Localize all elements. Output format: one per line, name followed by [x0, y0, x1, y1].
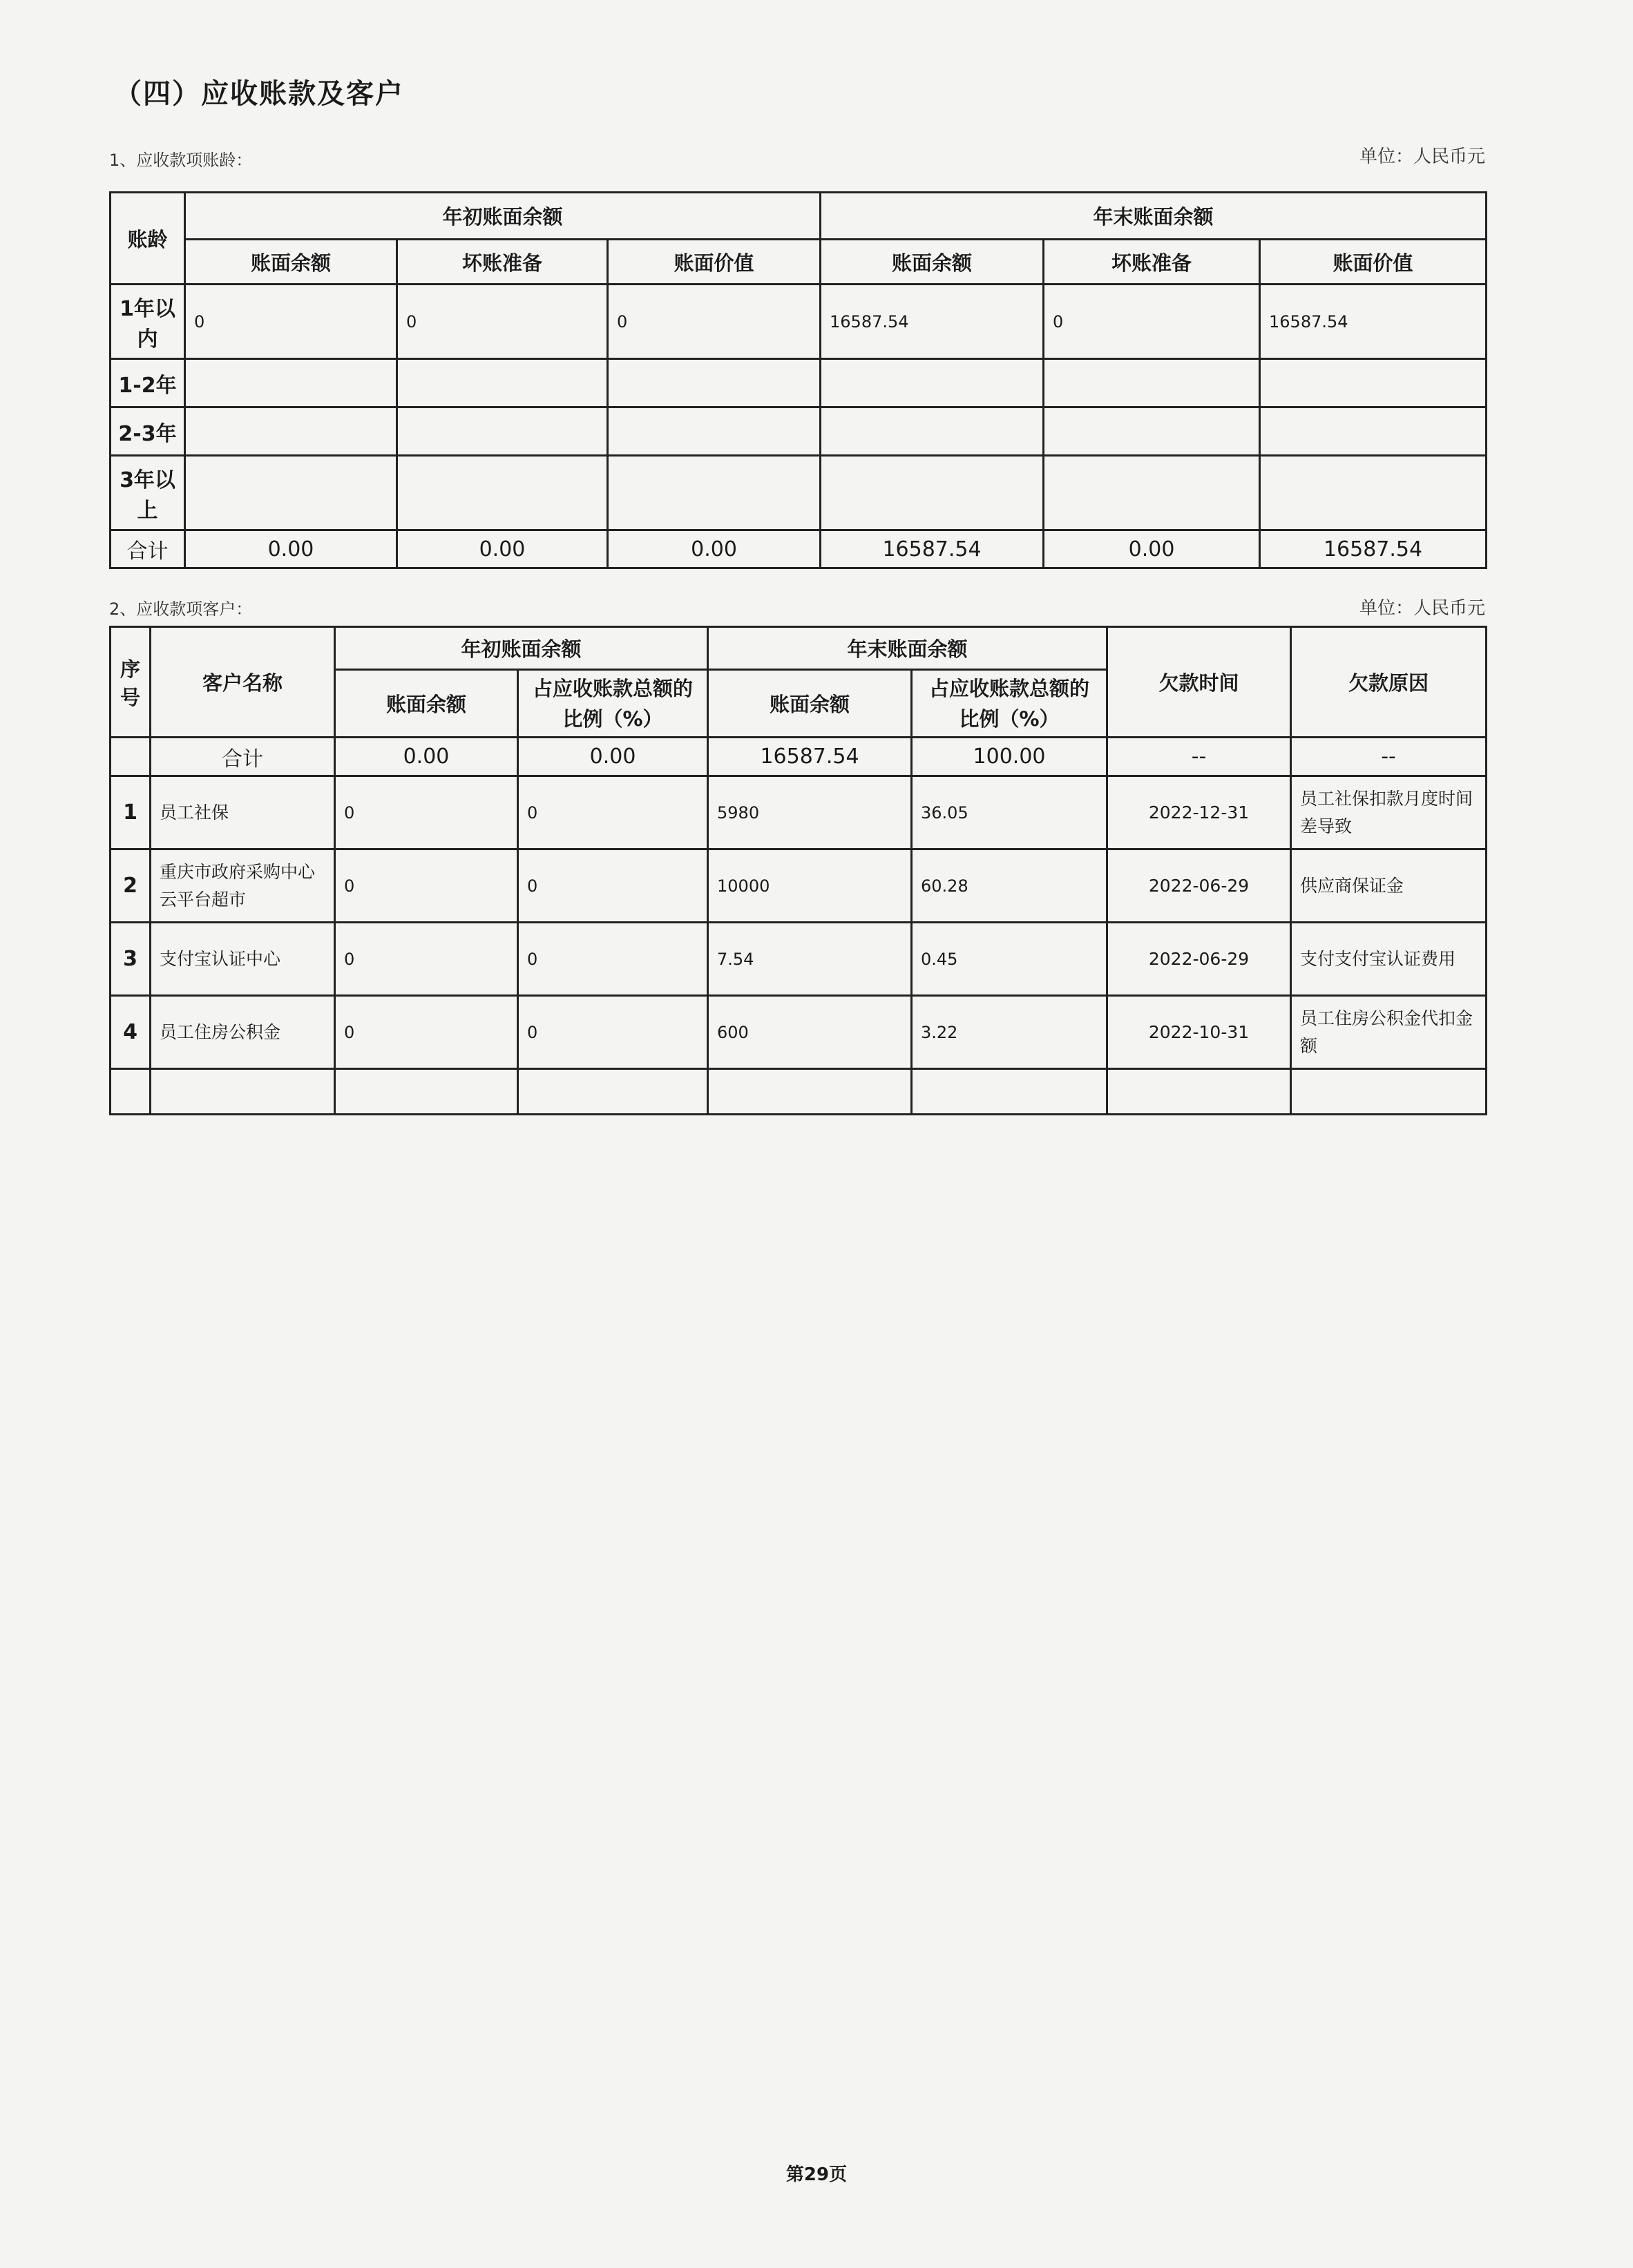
aging-cell	[185, 456, 397, 530]
customer-cell: 0	[335, 923, 518, 996]
aging-cell: 0	[397, 285, 608, 359]
empty-cell	[1107, 1069, 1291, 1115]
empty-cell	[912, 1069, 1107, 1115]
customer-index: 2	[111, 849, 151, 923]
aging-cell	[1260, 407, 1487, 456]
customer-cell: 5980	[708, 776, 912, 849]
aging-cell	[1044, 359, 1260, 407]
customer-index: 1	[111, 776, 151, 849]
aging-cell	[821, 359, 1044, 407]
customers-total-cell: 16587.54	[708, 738, 912, 776]
empty-cell	[1291, 1069, 1487, 1115]
aging-cell: 0	[1044, 285, 1260, 359]
customer-reason: 员工住房公积金代扣金额	[1291, 996, 1487, 1069]
aging-cell: 16587.54	[1260, 285, 1487, 359]
customers-header-index: 序号	[111, 627, 151, 738]
aging-col-header: 账面余额	[821, 240, 1044, 285]
customers-total-cell: --	[1291, 738, 1487, 776]
customers-total-cell: --	[1107, 738, 1291, 776]
aging-col-header: 坏账准备	[397, 240, 608, 285]
aging-cell	[185, 359, 397, 407]
customer-cell: 0	[518, 849, 708, 923]
aging-col-header: 账面价值	[608, 240, 821, 285]
empty-cell	[335, 1069, 518, 1115]
aging-col-header: 账面价值	[1260, 240, 1487, 285]
table-row	[111, 923, 1487, 996]
table-row	[111, 407, 1487, 456]
table-row	[111, 1069, 1487, 1115]
customer-cell: 0	[518, 776, 708, 849]
table-row	[111, 456, 1487, 530]
table-row	[111, 359, 1487, 407]
aging-cell	[608, 359, 821, 407]
customers-unit: 单位：人民币元	[1359, 598, 1485, 619]
customers-header-ratio: 占应收账款总额的比例（%）	[912, 670, 1107, 738]
customer-index: 3	[111, 923, 151, 996]
section-title: （四）应收账款及客户	[114, 78, 404, 110]
aging-header-label: 账龄	[111, 193, 185, 285]
customer-cell: 0	[335, 996, 518, 1069]
aging-table	[109, 191, 1487, 569]
aging-total-cell: 16587.54	[821, 530, 1044, 568]
customer-date: 2022-06-29	[1107, 923, 1291, 996]
customer-cell: 600	[708, 996, 912, 1069]
table-row	[111, 530, 1487, 568]
aging-caption: 1、应收款项账龄：	[109, 151, 253, 170]
customer-reason: 供应商保证金	[1291, 849, 1487, 923]
empty-cell	[151, 1069, 335, 1115]
customers-header-balance: 账面余额	[708, 670, 912, 738]
table-row	[111, 849, 1487, 923]
table-row	[111, 776, 1487, 849]
customers-header-balance: 账面余额	[335, 670, 518, 738]
customers-total-cell: 100.00	[912, 738, 1107, 776]
customers-total-label: 合计	[151, 738, 335, 776]
aging-total-cell: 0.00	[185, 530, 397, 568]
aging-row-label: 1年以内	[111, 285, 185, 359]
aging-cell	[1260, 359, 1487, 407]
customers-header-name: 客户名称	[151, 627, 335, 738]
table-row	[111, 285, 1487, 359]
aging-cell: 16587.54	[821, 285, 1044, 359]
customer-cell: 36.05	[912, 776, 1107, 849]
customers-table	[109, 626, 1487, 1115]
customers-caption: 2、应收款项客户：	[109, 599, 253, 619]
aging-total-label: 合计	[111, 530, 185, 568]
aging-unit: 单位：人民币元	[1359, 146, 1485, 167]
aging-cell	[1260, 456, 1487, 530]
aging-cell	[397, 407, 608, 456]
aging-cell: 0	[608, 285, 821, 359]
aging-header-begin: 年初账面余额	[185, 193, 821, 240]
customer-reason: 支付支付宝认证费用	[1291, 923, 1487, 996]
aging-row-label: 1-2年	[111, 359, 185, 407]
customers-total-index	[111, 738, 151, 776]
customer-cell: 0.45	[912, 923, 1107, 996]
empty-cell	[518, 1069, 708, 1115]
customer-date: 2022-12-31	[1107, 776, 1291, 849]
customers-header-reason: 欠款原因	[1291, 627, 1487, 738]
aging-cell	[1044, 456, 1260, 530]
table-row	[111, 996, 1487, 1069]
customer-cell: 0	[518, 996, 708, 1069]
aging-row-label: 2-3年	[111, 407, 185, 456]
customers-header-date: 欠款时间	[1107, 627, 1291, 738]
customers-header-begin: 年初账面余额	[335, 627, 708, 670]
aging-cell	[397, 359, 608, 407]
aging-cell	[185, 407, 397, 456]
customer-name: 支付宝认证中心	[151, 923, 335, 996]
customer-name: 员工住房公积金	[151, 996, 335, 1069]
customer-cell: 0	[518, 923, 708, 996]
table-row	[111, 738, 1487, 776]
customers-total-cell: 0.00	[335, 738, 518, 776]
customer-cell: 0	[335, 849, 518, 923]
customer-index: 4	[111, 996, 151, 1069]
customer-name: 员工社保	[151, 776, 335, 849]
customers-header-end: 年末账面余额	[708, 627, 1107, 670]
aging-cell	[821, 407, 1044, 456]
customer-date: 2022-10-31	[1107, 996, 1291, 1069]
aging-col-header: 账面余额	[185, 240, 397, 285]
aging-cell	[608, 407, 821, 456]
aging-col-header: 坏账准备	[1044, 240, 1260, 285]
aging-row-label: 3年以上	[111, 456, 185, 530]
customers-header-ratio: 占应收账款总额的比例（%）	[518, 670, 708, 738]
customer-cell: 60.28	[912, 849, 1107, 923]
aging-cell	[1044, 407, 1260, 456]
customers-total-cell: 0.00	[518, 738, 708, 776]
aging-cell	[608, 456, 821, 530]
page-number: 第29页	[785, 2164, 848, 2185]
customer-cell: 3.22	[912, 996, 1107, 1069]
aging-cell: 0	[185, 285, 397, 359]
aging-total-cell: 0.00	[1044, 530, 1260, 568]
aging-total-cell: 0.00	[397, 530, 608, 568]
aging-cell	[821, 456, 1044, 530]
aging-total-cell: 16587.54	[1260, 530, 1487, 568]
aging-total-cell: 0.00	[608, 530, 821, 568]
customer-cell: 0	[335, 776, 518, 849]
empty-cell	[708, 1069, 912, 1115]
customer-date: 2022-06-29	[1107, 849, 1291, 923]
empty-cell	[111, 1069, 151, 1115]
aging-cell	[397, 456, 608, 530]
customer-cell: 10000	[708, 849, 912, 923]
customer-name: 重庆市政府采购中心云平台超市	[151, 849, 335, 923]
aging-header-end: 年末账面余额	[821, 193, 1487, 240]
customer-reason: 员工社保扣款月度时间差导致	[1291, 776, 1487, 849]
customer-cell: 7.54	[708, 923, 912, 996]
